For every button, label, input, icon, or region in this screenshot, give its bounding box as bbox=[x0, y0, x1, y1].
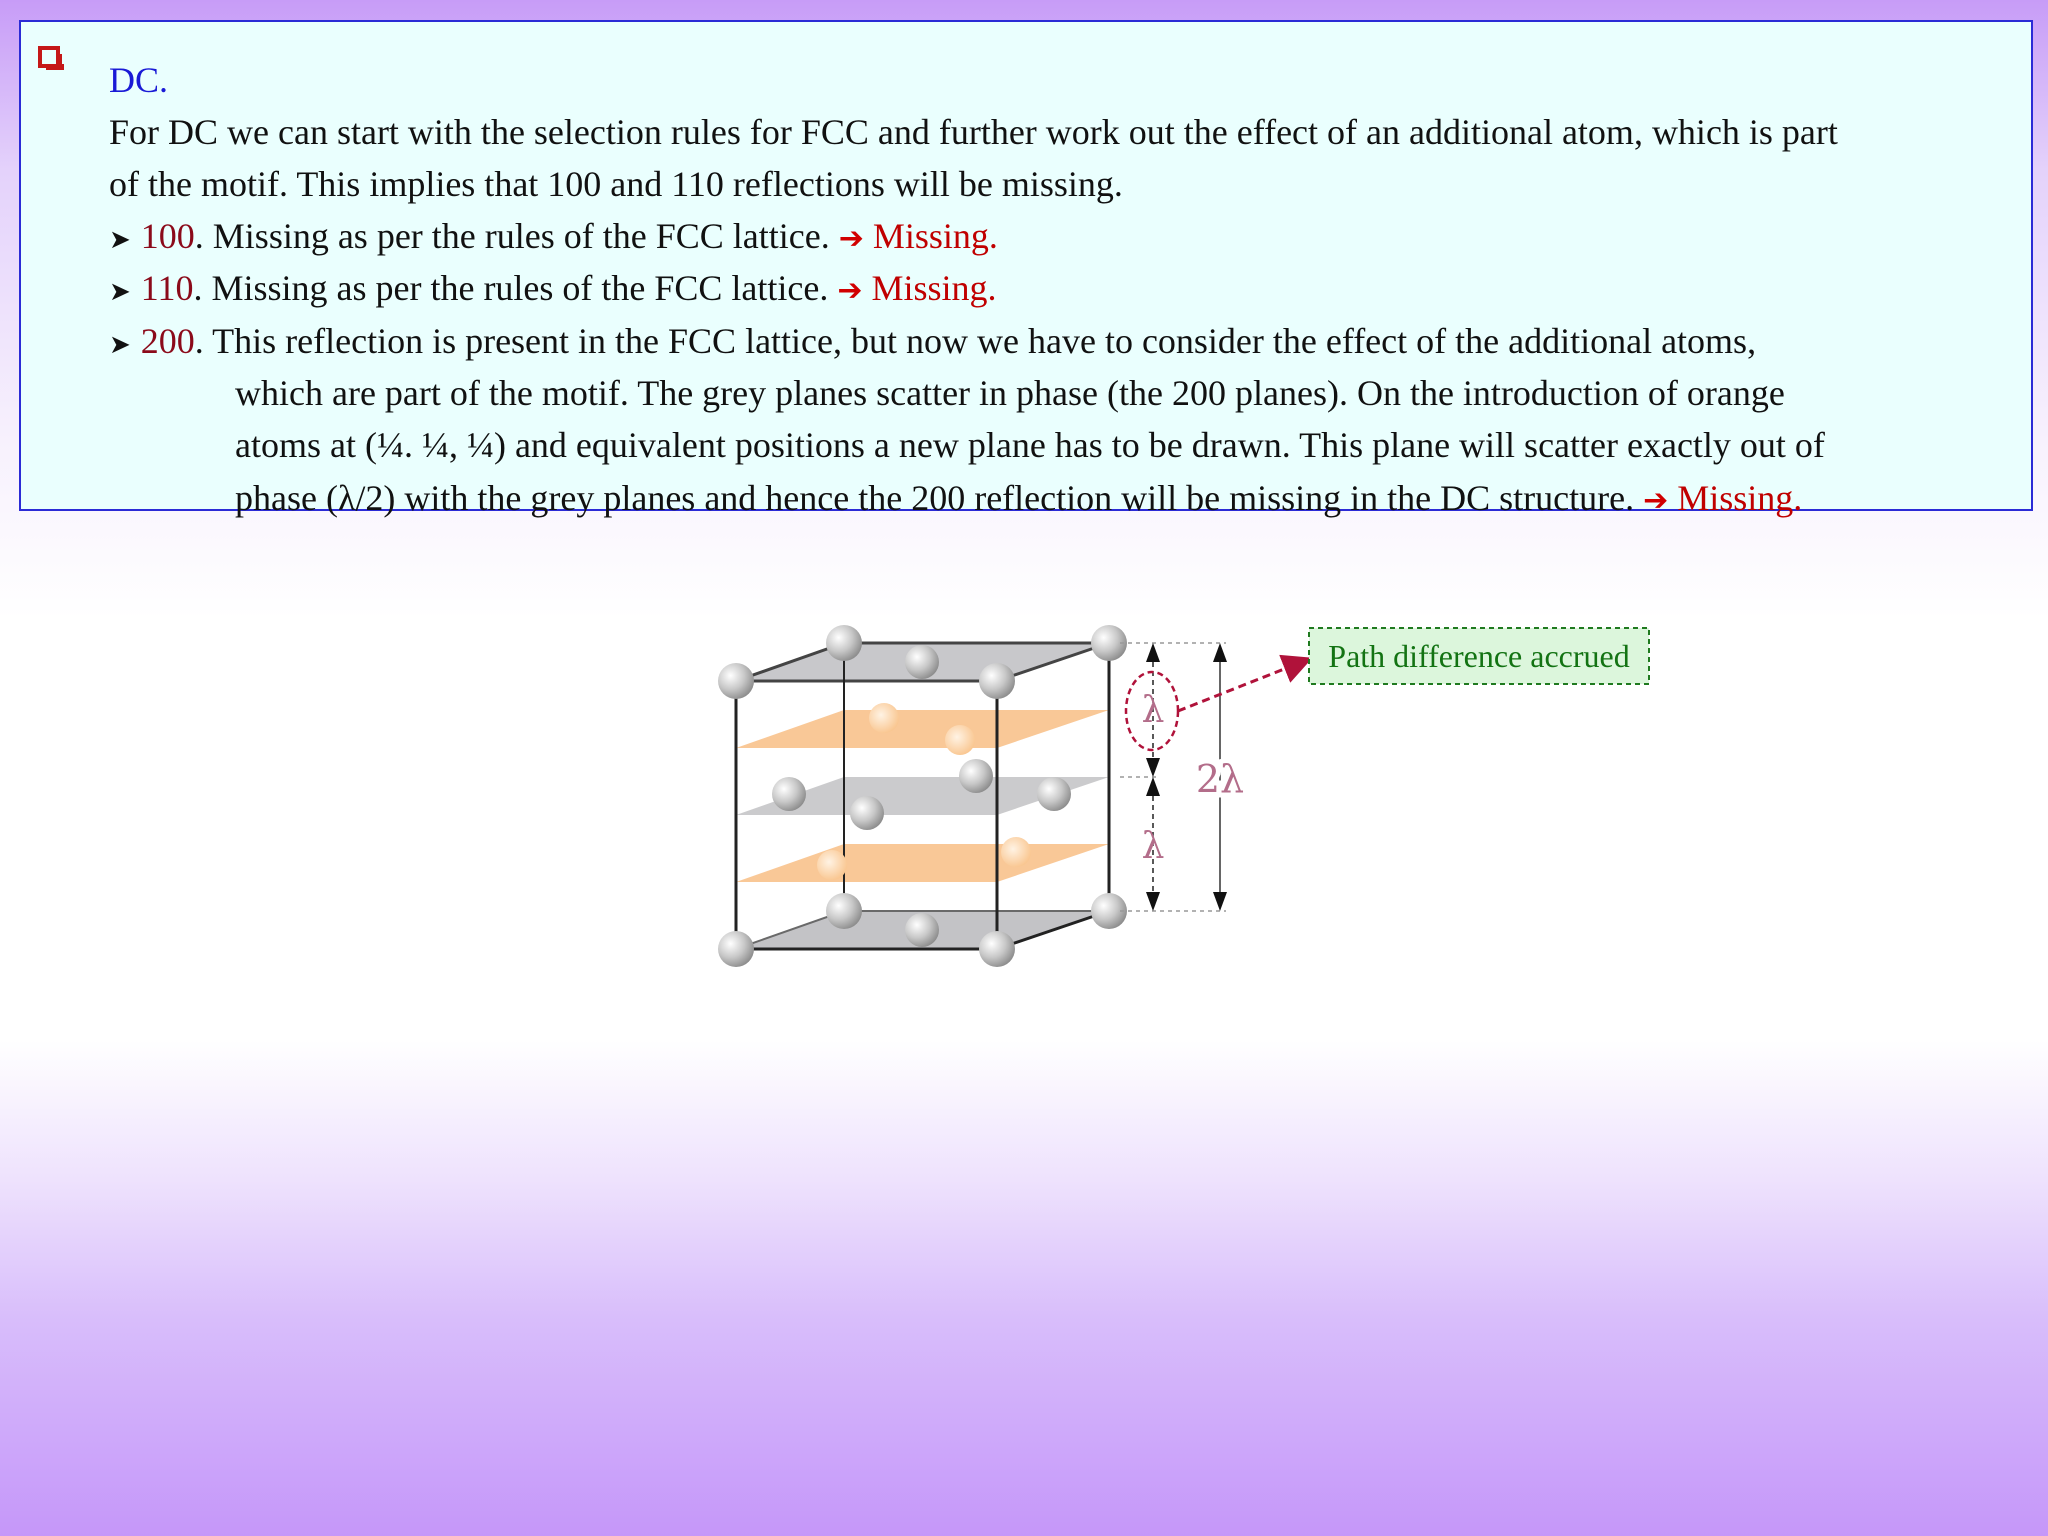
bullet-arrow-icon: ➤ bbox=[109, 225, 131, 255]
checkbox-bullet-icon bbox=[38, 46, 60, 68]
atom bbox=[826, 893, 862, 929]
callout-pointer-arrow bbox=[1178, 660, 1307, 711]
atom bbox=[817, 850, 847, 880]
atom bbox=[945, 725, 975, 755]
item-text: . This reflection is present in the FCC lattice, but now we have to consider the effect of the additional atoms, bbox=[194, 321, 1757, 361]
lambda-label-upper: λ bbox=[1141, 690, 1165, 731]
atom bbox=[979, 931, 1015, 967]
atom bbox=[718, 931, 754, 967]
section-heading: DC. bbox=[109, 60, 169, 100]
item-110 bbox=[109, 262, 997, 318]
atom bbox=[905, 913, 939, 947]
item-index: 200 bbox=[140, 321, 195, 361]
item-200-cont-3-text: phase (λ/2) with the grey planes and hence the 200 reflection will be missing in the DC structure. bbox=[235, 478, 1635, 518]
right-arrow-icon: ➔ bbox=[1643, 483, 1669, 518]
text-box bbox=[19, 20, 2033, 518]
atom bbox=[1001, 837, 1031, 867]
dc-lattice-diagram bbox=[700, 610, 1630, 980]
orange-plane-upper bbox=[736, 710, 1109, 748]
atom bbox=[772, 777, 806, 811]
item-200-cont-1: which are part of the motif. The grey planes scatter in phase (the 200 planes). On the introduction of orange bbox=[235, 373, 1785, 413]
item-200-cont-2: atoms at (¼. ¼, ¼) and equivalent positions a new plane has to be drawn. This plane will scatter exactly out of bbox=[235, 425, 1825, 465]
atom bbox=[959, 759, 993, 793]
atom bbox=[905, 645, 939, 679]
item-result: Missing. bbox=[1677, 478, 1803, 518]
item-text: . Missing as per the rules of the FCC lattice. bbox=[193, 268, 829, 308]
bullet-arrow-icon: ➤ bbox=[109, 277, 131, 307]
atom bbox=[979, 663, 1015, 699]
item-100 bbox=[109, 210, 998, 266]
intro-line-1: For DC we can start with the selection rules for FCC and further work out the effect of an additional atom, which is part bbox=[109, 112, 1838, 152]
right-arrow-icon: ➔ bbox=[838, 221, 864, 256]
callout-text: Path difference accrued bbox=[1328, 638, 1630, 674]
item-text: . Missing as per the rules of the FCC lattice. bbox=[194, 216, 830, 256]
right-arrow-icon: ➔ bbox=[837, 273, 863, 308]
item-result: Missing. bbox=[871, 268, 997, 308]
atom bbox=[826, 625, 862, 661]
item-result: Missing. bbox=[872, 216, 998, 256]
two-lambda-label: 2λ bbox=[1195, 757, 1245, 801]
intro-line-2: of the motif. This implies that 100 and 110 reflections will be missing. bbox=[109, 164, 1123, 204]
item-index: 100 bbox=[140, 216, 195, 256]
lambda-label-lower: λ bbox=[1141, 826, 1165, 867]
item-200-cont-3 bbox=[235, 472, 1802, 527]
atom bbox=[850, 796, 884, 830]
item-index: 110 bbox=[140, 268, 194, 308]
item-200 bbox=[109, 315, 1756, 371]
atom bbox=[1037, 777, 1071, 811]
orange-plane-lower bbox=[736, 844, 1109, 882]
bullet-arrow-icon: ➤ bbox=[109, 330, 131, 360]
atom bbox=[869, 703, 899, 733]
atom bbox=[718, 663, 754, 699]
